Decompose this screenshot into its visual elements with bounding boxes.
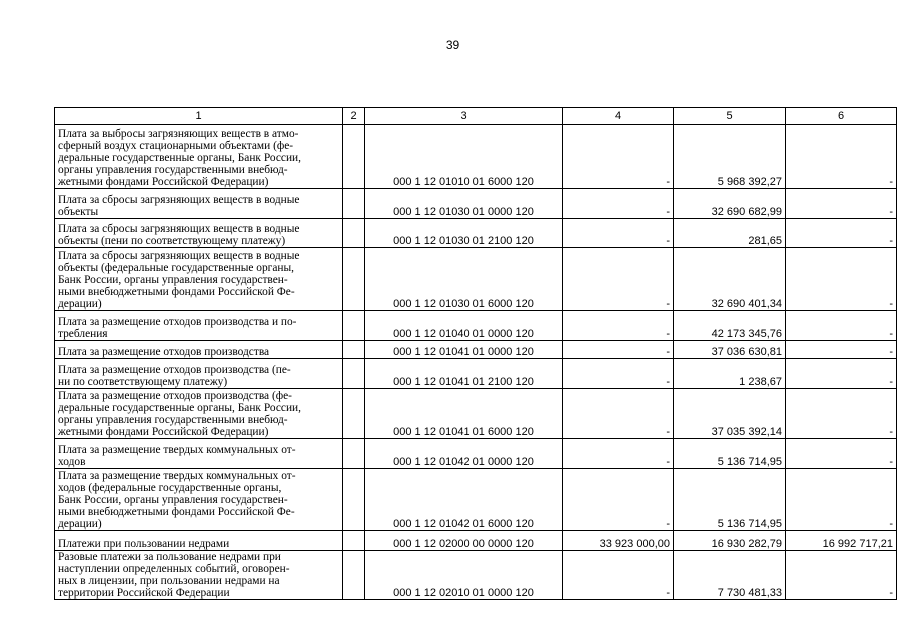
row-name-cell: Плата за размещение отходов производства и по- требления	[55, 311, 343, 341]
row-name-cell: Разовые платежи за пользование недрами при наступлении определенных событий, оговорен- ных в лицензии, при пользовании недрами на территории Российской Федерации	[55, 551, 343, 600]
row-col4-cell: -	[563, 469, 674, 531]
row-col4-cell: -	[563, 219, 674, 248]
table-row	[55, 341, 897, 359]
row-col6-cell: -	[786, 389, 897, 439]
row-col4-cell: -	[563, 248, 674, 311]
row-col5-cell: 1 238,67	[674, 359, 786, 389]
row-name-cell: Плата за выбросы загрязняющих веществ в атмо- сферный воздух стационарными объектами (фе- деральные государственные органы, Банк России, органы управления государственными внебюд- жетными фондами Российской Федерации)	[55, 125, 343, 189]
table-row	[55, 189, 897, 219]
page-number: 39	[445, 38, 460, 52]
row-code-cell: 000 1 12 01041 01 6000 120	[365, 389, 563, 439]
row-col2-cell	[343, 189, 365, 219]
row-col5-cell: 32 690 682,99	[674, 189, 786, 219]
row-code-cell: 000 1 12 02000 00 0000 120	[365, 531, 563, 551]
row-name-cell: Плата за сбросы загрязняющих веществ в водные объекты (федеральные государственные органы, Банк России, органы управления государствен- ными внебюджетными фондами Российской Фе- дерации)	[55, 248, 343, 311]
row-code-cell: 000 1 12 01030 01 0000 120	[365, 189, 563, 219]
row-name-cell: Плата за размещение отходов производства (пе- ни по соответствующему платежу)	[55, 359, 343, 389]
row-col4-cell: -	[563, 389, 674, 439]
column-header-1: 1	[55, 108, 343, 125]
row-col6-cell: -	[786, 359, 897, 389]
row-col4-cell: 33 923 000,00	[563, 531, 674, 551]
budget-table	[54, 107, 897, 600]
row-col5-cell: 32 690 401,34	[674, 248, 786, 311]
row-col4-cell: -	[563, 189, 674, 219]
row-col2-cell	[343, 341, 365, 359]
row-col6-cell: -	[786, 189, 897, 219]
row-col6-cell: -	[786, 248, 897, 311]
table-row	[55, 469, 897, 531]
row-col6-cell: -	[786, 311, 897, 341]
column-header-2: 2	[343, 108, 365, 125]
table-row	[55, 389, 897, 439]
column-header-3: 3	[365, 108, 563, 125]
row-col4-cell: -	[563, 125, 674, 189]
column-header-5: 5	[674, 108, 786, 125]
row-col2-cell	[343, 531, 365, 551]
row-col2-cell	[343, 219, 365, 248]
row-col5-cell: 5 968 392,27	[674, 125, 786, 189]
row-name-cell: Плата за сбросы загрязняющих веществ в водные объекты (пени по соответствующему платежу)	[55, 219, 343, 248]
row-col4-cell: -	[563, 551, 674, 600]
row-col4-cell: -	[563, 341, 674, 359]
row-col5-cell: 42 173 345,76	[674, 311, 786, 341]
row-code-cell: 000 1 12 01042 01 6000 120	[365, 469, 563, 531]
row-code-cell: 000 1 12 01010 01 6000 120	[365, 125, 563, 189]
table-row	[55, 359, 897, 389]
table-row	[55, 311, 897, 341]
table-header-row	[55, 108, 897, 125]
row-col2-cell	[343, 551, 365, 600]
row-col4-cell: -	[563, 359, 674, 389]
row-col2-cell	[343, 359, 365, 389]
row-col6-cell: -	[786, 341, 897, 359]
row-col2-cell	[343, 439, 365, 469]
row-code-cell: 000 1 12 01042 01 0000 120	[365, 439, 563, 469]
row-code-cell: 000 1 12 01030 01 6000 120	[365, 248, 563, 311]
row-col6-cell: -	[786, 219, 897, 248]
row-col2-cell	[343, 248, 365, 311]
table-row	[55, 219, 897, 248]
table-row	[55, 551, 897, 600]
row-col6-cell: -	[786, 551, 897, 600]
row-col5-cell: 281,65	[674, 219, 786, 248]
row-col2-cell	[343, 311, 365, 341]
row-code-cell: 000 1 12 01041 01 2100 120	[365, 359, 563, 389]
row-code-cell: 000 1 12 02010 01 0000 120	[365, 551, 563, 600]
row-col2-cell	[343, 469, 365, 531]
row-col6-cell: -	[786, 125, 897, 189]
row-col5-cell: 7 730 481,33	[674, 551, 786, 600]
row-col2-cell	[343, 389, 365, 439]
column-header-6: 6	[786, 108, 897, 125]
row-col4-cell: -	[563, 439, 674, 469]
row-col6-cell: -	[786, 439, 897, 469]
row-col4-cell: -	[563, 311, 674, 341]
row-name-cell: Плата за размещение твердых коммунальных от- ходов	[55, 439, 343, 469]
row-name-cell: Плата за размещение отходов производства (фе- деральные государственные органы, Банк России, органы управления государственными внебюд- жетными фондами Российской Федерации)	[55, 389, 343, 439]
row-col2-cell	[343, 125, 365, 189]
row-code-cell: 000 1 12 01041 01 0000 120	[365, 341, 563, 359]
row-col5-cell: 5 136 714,95	[674, 439, 786, 469]
table-row	[55, 125, 897, 189]
row-col6-cell: 16 992 717,21	[786, 531, 897, 551]
row-name-cell: Плата за размещение отходов производства	[55, 341, 343, 359]
column-header-4: 4	[563, 108, 674, 125]
row-code-cell: 000 1 12 01040 01 0000 120	[365, 311, 563, 341]
row-col5-cell: 37 035 392,14	[674, 389, 786, 439]
row-code-cell: 000 1 12 01030 01 2100 120	[365, 219, 563, 248]
row-col6-cell: -	[786, 469, 897, 531]
table-row	[55, 531, 897, 551]
table-row	[55, 439, 897, 469]
table-row	[55, 248, 897, 311]
row-col5-cell: 37 036 630,81	[674, 341, 786, 359]
row-col5-cell: 16 930 282,79	[674, 531, 786, 551]
row-col5-cell: 5 136 714,95	[674, 469, 786, 531]
row-name-cell: Плата за сбросы загрязняющих веществ в водные объекты	[55, 189, 343, 219]
row-name-cell: Платежи при пользовании недрами	[55, 531, 343, 551]
row-name-cell: Плата за размещение твердых коммунальных от- ходов (федеральные государственные органы, Банк России, органы управления государствен- ными внебюджетными фондами Российской Фе- дерации)	[55, 469, 343, 531]
